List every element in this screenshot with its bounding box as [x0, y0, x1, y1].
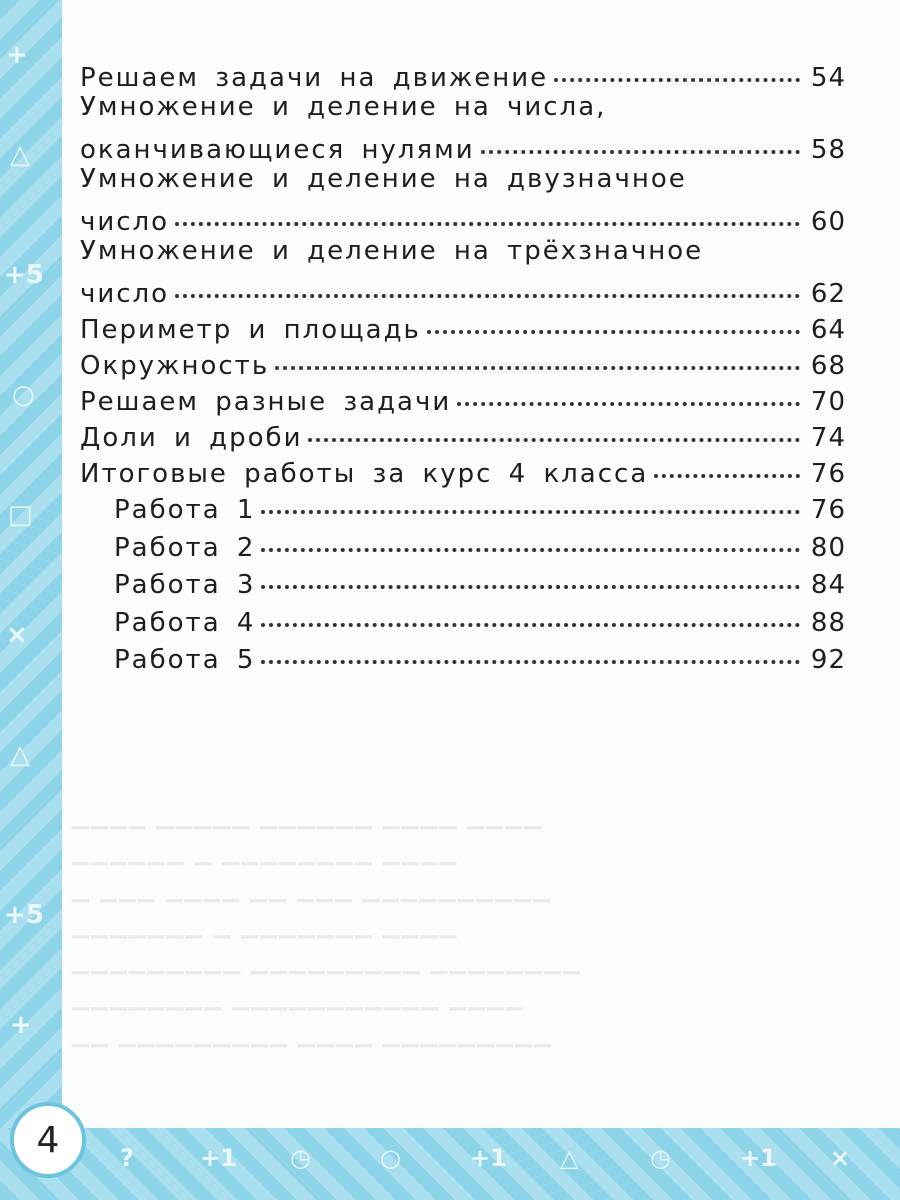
- toc-subentry-title: Работа 1: [114, 495, 256, 525]
- dot-leader: [261, 559, 800, 589]
- toc-entry-title: число: [80, 279, 170, 309]
- toc-subentry-work-2: [80, 526, 846, 564]
- toc-entry-page: 70: [810, 387, 846, 417]
- toc-entry-circle: [80, 344, 846, 380]
- triangle-doodle-icon: △: [560, 1144, 579, 1172]
- plus-doodle-icon: +: [10, 1010, 32, 1040]
- toc-subentry-page: 84: [810, 570, 846, 600]
- toc-subentry-work-1: [80, 488, 846, 526]
- dot-leader: [261, 484, 800, 514]
- toc-entry-title: Доли и дроби: [80, 423, 303, 453]
- dot-leader: [261, 634, 800, 664]
- question-doodle-icon: ?: [120, 1144, 134, 1172]
- times-doodle-icon: ×: [830, 1144, 851, 1172]
- toc-entry-perimeter: [80, 308, 846, 344]
- clock-doodle-icon: ◷: [650, 1144, 671, 1172]
- plus-five-doodle-icon: +5: [4, 900, 44, 930]
- toc-entry-page: 62: [810, 279, 846, 309]
- times-doodle-icon: ×: [6, 620, 28, 650]
- dot-leader: [275, 340, 800, 370]
- toc-entry-page: 68: [810, 351, 846, 381]
- toc-subentry-page: 80: [810, 532, 846, 563]
- toc-subentry-title: Работа 2: [114, 532, 256, 563]
- dot-leader: [308, 412, 800, 442]
- toc-subentry-page: 76: [810, 495, 846, 525]
- toc-entry-two-digit: [80, 164, 846, 236]
- toc-subentry-work-5: [80, 638, 846, 676]
- dot-leader: [554, 52, 800, 82]
- dot-leader: [261, 597, 800, 627]
- toc-subentry-page: 88: [810, 607, 846, 638]
- toc-entry-page: 58: [810, 135, 846, 165]
- table-of-contents: [80, 56, 846, 676]
- toc-entry-title: Решаем разные задачи: [80, 387, 452, 417]
- toc-entry-title: Окружность: [80, 351, 270, 381]
- toc-entry-page: 60: [810, 207, 846, 237]
- dot-leader: [175, 268, 800, 298]
- toc-entry-title: оканчивающиеся нулями: [80, 135, 475, 165]
- decorative-left-border: [0, 0, 62, 1200]
- page-number: 4: [10, 1102, 86, 1178]
- toc-entry-various: [80, 380, 846, 416]
- toc-subentry-page: 92: [810, 645, 846, 675]
- triangle-doodle-icon: △: [10, 740, 30, 770]
- toc-entry-title-line: Умножение и деление на двузначное: [80, 164, 687, 194]
- toc-subentry-work-4: [80, 601, 846, 639]
- toc-subentry-work-3: [80, 563, 846, 601]
- dot-leader: [457, 376, 800, 406]
- toc-subentry-title: Работа 4: [114, 607, 256, 638]
- toc-subentry-title: Работа 3: [114, 570, 256, 600]
- toc-entry-title: Итоговые работы за курс 4 класса: [80, 459, 649, 489]
- toc-entry-page: 76: [810, 459, 846, 489]
- toc-entry-motion-problems: [80, 56, 846, 92]
- square-doodle-icon: □: [8, 500, 33, 530]
- plus-one-doodle-icon: +1: [200, 1144, 237, 1172]
- toc-entry-title: Периметр и площадь: [80, 315, 421, 345]
- dot-leader: [654, 448, 800, 478]
- toc-entry-final-works: [80, 452, 846, 488]
- circle-doodle-icon: ○: [380, 1144, 401, 1172]
- toc-entry-page: 74: [810, 423, 846, 453]
- plus-one-doodle-icon: +1: [740, 1144, 777, 1172]
- triangle-doodle-icon: △: [10, 140, 30, 170]
- circle-doodle-icon: ○: [12, 380, 35, 410]
- clock-doodle-icon: ◷: [290, 1144, 311, 1172]
- toc-subentry-title: Работа 5: [114, 645, 256, 675]
- toc-entry-title-line: Умножение и деление на трёхзначное: [80, 236, 704, 266]
- toc-entry-page: 54: [810, 63, 846, 93]
- plus-five-doodle-icon: +5: [4, 260, 44, 290]
- plus-one-doodle-icon: +1: [470, 1144, 507, 1172]
- plus-doodle-icon: +: [6, 40, 28, 70]
- toc-entry-fractions: [80, 416, 846, 452]
- toc-entry-zeros: [80, 92, 846, 164]
- toc-entry-title: Решаем задачи на движение: [80, 63, 549, 93]
- toc-entry-title-line: Умножение и деление на числа,: [80, 92, 607, 122]
- dot-leader: [427, 304, 800, 334]
- show-through-background: ▁▁▁▁ ▁▁▁▁▁ ▁▁▁▁▁▁ ▁▁▁▁ ▁▁▁▁ ▁▁▁▁▁▁ ▁ ▁▁▁▁▁▁▁▁ ▁▁▁▁ ▁ ▁▁▁ ▁▁▁▁ ▁▁ ▁▁▁ ▁▁▁▁▁▁▁▁▁▁ ▁▁▁▁▁▁▁ ▁ ▁▁▁▁▁▁▁ ▁▁▁▁ ▁▁▁▁▁▁▁▁▁ ▁▁▁▁▁▁▁▁▁ ▁▁▁▁▁▁▁▁ ▁▁▁▁▁▁▁▁ ▁▁▁▁▁▁▁▁▁▁▁ ▁▁▁▁ ▁▁ ▁▁▁▁▁▁▁▁▁ ▁▁▁▁ ▁▁▁▁▁▁▁▁▁: [72, 805, 582, 1048]
- toc-entry-title: число: [80, 207, 170, 237]
- dot-leader: [175, 196, 800, 226]
- decorative-bottom-border: [0, 1128, 900, 1200]
- toc-entry-three-digit: [80, 236, 846, 308]
- dot-leader: [481, 124, 800, 154]
- dot-leader: [261, 522, 800, 552]
- toc-entry-page: 64: [810, 315, 846, 345]
